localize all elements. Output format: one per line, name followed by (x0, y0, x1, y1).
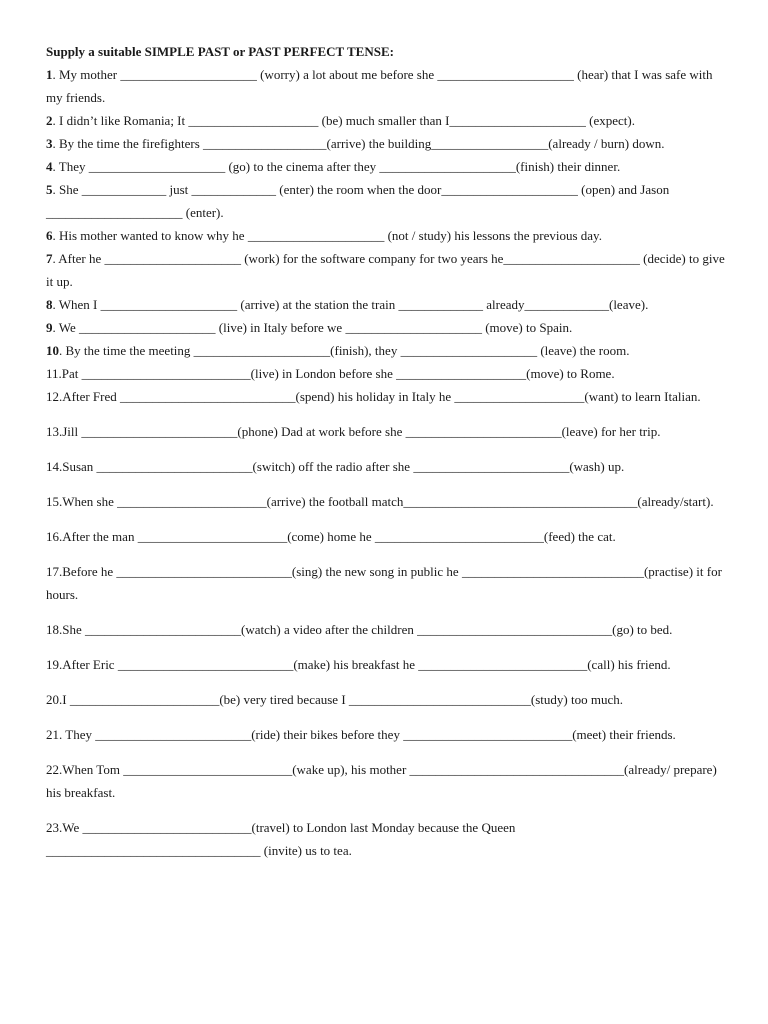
item-number: 13 (46, 424, 59, 439)
item-number: 20 (46, 692, 59, 707)
item-text: .When Tom __________________________(wake up), his mother _________________________________(already/ prepare) his breakfast. (46, 762, 717, 800)
item-number: 7 (46, 251, 53, 266)
exercise-item-9 (46, 316, 728, 339)
exercise-item-3 (46, 132, 728, 155)
item-text: .After the man _______________________(come) home he __________________________(feed) the cat. (59, 529, 616, 544)
item-text: .Before he ___________________________(sing) the new song in public he ____________________________(practise) it for hours. (46, 564, 722, 602)
item-text: . By the time the firefighters ___________________(arrive) the building__________________(already / burn) down. (52, 136, 665, 151)
item-text: . When I _____________________ (arrive) at the station the train _____________ already_____________(leave). (52, 297, 649, 312)
exercise-item-1 (46, 63, 728, 109)
item-number: 10 (46, 343, 59, 358)
item-text: .When she _______________________(arrive) the football match____________________________________(already/start). (59, 494, 714, 509)
item-number: 9 (46, 320, 53, 335)
item-number: 12 (46, 389, 59, 404)
item-number: 19 (46, 657, 59, 672)
exercise-item-7 (46, 247, 728, 293)
exercise-item-22 (46, 758, 728, 804)
item-text: .Pat __________________________(live) in London before she ____________________(move) to Rome. (58, 366, 615, 381)
item-text: .After Eric ___________________________(make) his breakfast he __________________________(call) his friend. (59, 657, 671, 672)
item-number: 1 (46, 67, 53, 82)
item-number: 3 (46, 136, 53, 151)
exercise-item-13 (46, 420, 728, 443)
exercise-item-11 (46, 362, 728, 385)
item-number: 5 (46, 182, 53, 197)
item-text: . By the time the meeting _____________________(finish), they _____________________ (leave) the room. (59, 343, 630, 358)
exercise-item-15 (46, 490, 728, 513)
item-number: 15 (46, 494, 59, 509)
item-text: . They _____________________ (go) to the cinema after they _____________________(finish) their dinner. (52, 159, 621, 174)
item-text: .I _______________________(be) very tired because I ____________________________(study) too much. (59, 692, 623, 707)
exercise-item-14 (46, 455, 728, 478)
item-text: . We _____________________ (live) in Italy before we _____________________ (move) to Spain. (52, 320, 573, 335)
item-number: 4 (46, 159, 53, 174)
item-text: .We __________________________(travel) to London last Monday because the Queen _________________________________ (invite) us to tea. (46, 820, 516, 858)
item-text: . My mother _____________________ (worry) a lot about me before she _____________________ (hear) that I was safe with my friends. (46, 67, 713, 105)
exercise-item-23 (46, 816, 728, 862)
item-number: 16 (46, 529, 59, 544)
exercise-item-16 (46, 525, 728, 548)
item-number: 23 (46, 820, 59, 835)
item-number: 11 (46, 366, 59, 381)
exercise-item-19 (46, 653, 728, 676)
exercise-item-6 (46, 224, 728, 247)
item-number: 18 (46, 622, 59, 637)
exercise-item-10 (46, 339, 728, 362)
item-text: .Susan ________________________(switch) off the radio after she ________________________(wash) up. (59, 459, 625, 474)
item-text: .Jill ________________________(phone) Dad at work before she ________________________(leave) for her trip. (59, 424, 661, 439)
item-number: 22 (46, 762, 59, 777)
item-number: 14 (46, 459, 59, 474)
item-number: 2 (46, 113, 53, 128)
exercise-item-21 (46, 723, 728, 746)
exercise-item-4 (46, 155, 728, 178)
item-text: .She ________________________(watch) a video after the children ______________________________(go) to bed. (59, 622, 673, 637)
exercise-item-2 (46, 109, 728, 132)
exercise-item-12 (46, 385, 728, 408)
exercise-item-8 (46, 293, 728, 316)
exercise-item-5 (46, 178, 728, 224)
exercise-list (46, 63, 728, 862)
item-number: 21 (46, 727, 59, 742)
item-text: . His mother wanted to know why he _____________________ (not / study) his lessons the previous day. (52, 228, 602, 243)
worksheet-title: Supply a suitable SIMPLE PAST or PAST PERFECT TENSE: (46, 44, 394, 59)
item-number: 17 (46, 564, 59, 579)
exercise-item-18 (46, 618, 728, 641)
item-text: . After he _____________________ (work) for the software company for two years he_____________________ (decide) to give it up. (46, 251, 725, 289)
exercise-item-17 (46, 560, 728, 606)
item-text: . She _____________ just _____________ (enter) the room when the door_____________________ (open) and Jason _____________________ (enter). (46, 182, 670, 220)
item-text: . They ________________________(ride) their bikes before they __________________________(meet) their friends. (59, 727, 676, 742)
exercise-item-20 (46, 688, 728, 711)
item-number: 6 (46, 228, 53, 243)
item-text: .After Fred ___________________________(spend) his holiday in Italy he ____________________(want) to learn Italian. (59, 389, 701, 404)
item-number: 8 (46, 297, 53, 312)
item-text: . I didn’t like Romania; It ____________________ (be) much smaller than I_____________________ (expect). (52, 113, 635, 128)
